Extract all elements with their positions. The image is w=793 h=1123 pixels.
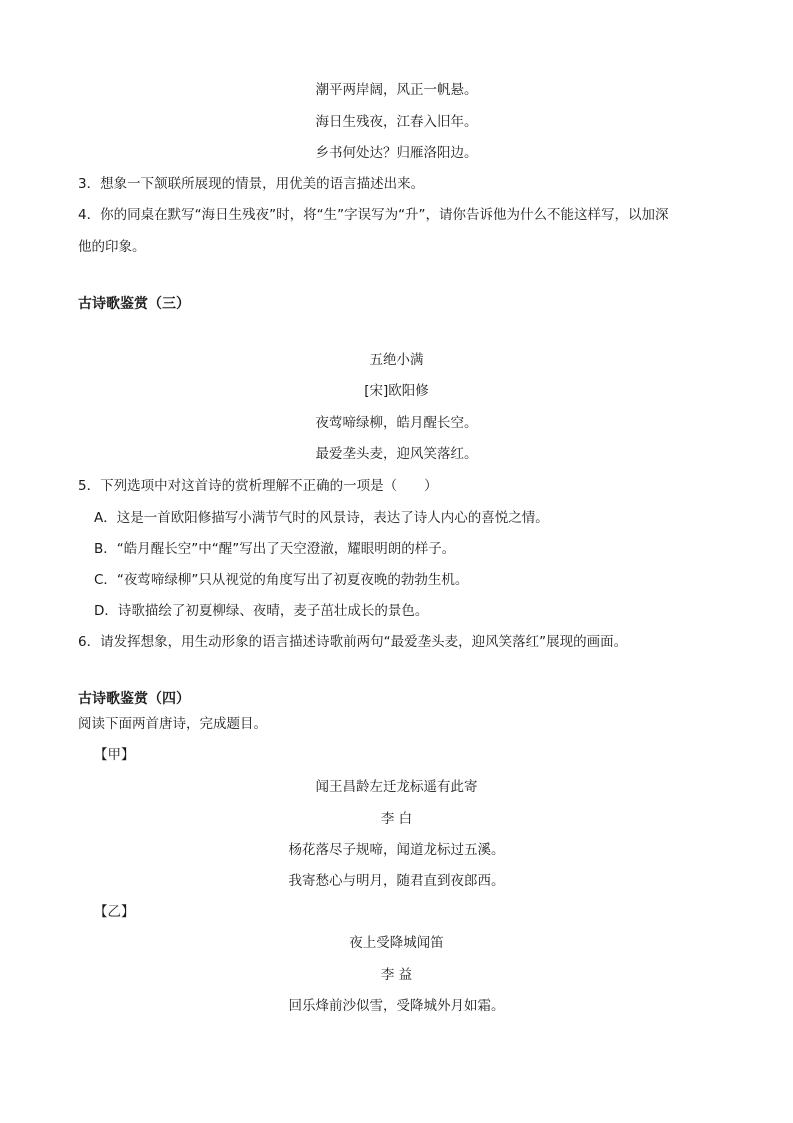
poem-author: 李 白 [380,811,413,827]
poem-line: 回乐烽前沙似雪，受降城外月如霜。 [288,998,505,1014]
option-a: A．这是一首欧阳修描写小满节气时的风景诗，表达了诗人内心的喜悦之情。 [94,510,549,526]
question-4-line2: 他的印象。 [78,239,146,255]
poem-title: 夜上受降城闻笛 [349,935,444,951]
section-heading-3: 古诗歌鉴赏（三） [78,296,190,312]
question-6: 6．请发挥想象，用生动形象的语言描述诗歌前两句“最爱垄头麦，迎风笑落红”展现的画面。 [78,634,628,650]
section-intro: 阅读下面两首唐诗，完成题目。 [78,716,267,732]
poem-line: 海日生残夜，江春入旧年。 [315,114,478,130]
poem-line: 潮平两岸阔，风正一帆悬。 [315,82,478,98]
question-3: 3．想象一下颔联所展现的情景，用优美的语言描述出来。 [78,176,425,192]
option-d: D．诗歌描绘了初夏柳绿、夜晴，麦子茁壮成长的景色。 [94,603,429,619]
option-c: C．“夜莺啼绿柳”只从视觉的角度写出了初夏夜晚的勃勃生机。 [94,572,469,588]
poem-label-yi: 【乙】 [94,904,135,920]
poem-author: 李 益 [380,967,413,983]
poem-line: 我寄愁心与明月，随君直到夜郎西。 [288,873,505,889]
poem-line: 乡书何处达？归雁洛阳边。 [315,145,478,161]
question-4-line1: 4．你的同桌在默写“海日生残夜”时，将“生”字误写为“升”，请你告诉他为什么不能这样写，以加深 [78,207,669,223]
poem-line: 夜莺啼绿柳，皓月醒长空。 [315,415,478,431]
poem-label-jia: 【甲】 [94,747,135,763]
poem-title: 闻王昌龄左迁龙标遥有此寄 [315,779,478,795]
section-heading-4: 古诗歌鉴赏（四） [78,691,190,707]
poem-title: 五绝小满 [369,352,424,368]
poem-line: 杨花落尽子规啼，闻道龙标过五溪。 [288,842,505,858]
question-5: 5．下列选项中对这首诗的赏析理解不正确的一项是（ ） [78,478,438,494]
poem-author: [宋]欧阳修 [364,383,429,399]
poem-line: 最爱垄头麦，迎风笑落红。 [315,446,478,462]
option-b: B．“皓月醒长空”中“醒”写出了天空澄澈，耀眼明朗的样子。 [94,541,456,557]
